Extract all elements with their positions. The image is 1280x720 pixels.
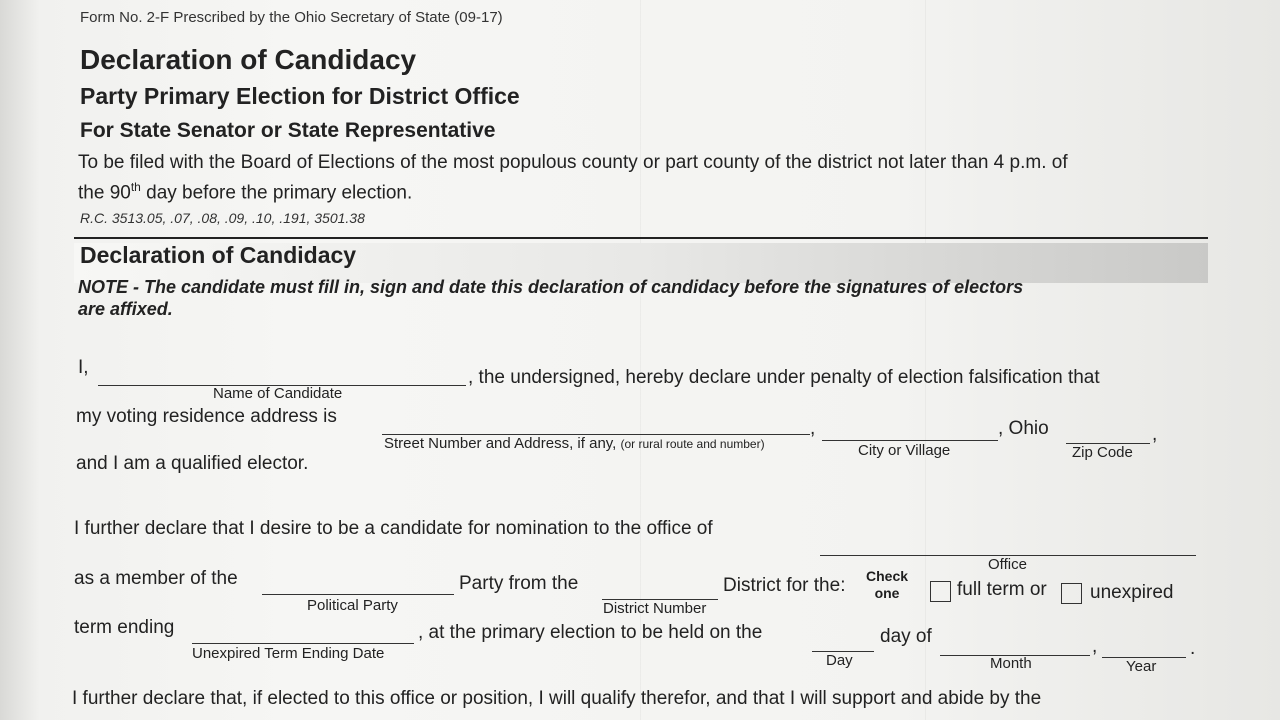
- comma: ,: [1152, 424, 1158, 445]
- section-divider: [74, 237, 1208, 239]
- member-of-label: as a member of the: [74, 568, 238, 589]
- further-declare-text: I further declare that I desire to be a candidate for nomination to the office of: [74, 518, 713, 539]
- further-declare-qualify-text: I further declare that, if elected to this office or position, I will qualify therefor, and that I will support and abide by the: [72, 688, 1042, 709]
- page-title: Declaration of Candidacy: [80, 44, 417, 75]
- street-caption: Street Number and Address, if any, (or rural route and number): [384, 435, 765, 452]
- city-caption: City or Village: [858, 442, 951, 459]
- bleed-through-line: [925, 0, 926, 720]
- full-term-label: full term or: [957, 579, 1047, 600]
- district-for-label: District for the:: [723, 575, 846, 596]
- day-caption: Day: [826, 652, 853, 669]
- office-type: For State Senator or State Representative: [80, 119, 496, 142]
- ohio-label: , Ohio: [998, 418, 1049, 439]
- month-caption: Month: [990, 655, 1032, 672]
- unexpired-term-checkbox[interactable]: [1061, 583, 1082, 604]
- qualified-elector-text: and I am a qualified elector.: [76, 453, 309, 474]
- undersigned-text: , the undersigned, hereby declare under penalty of election falsification that: [468, 367, 1100, 388]
- form-number: Form No. 2-F Prescribed by the Ohio Secretary of State (09-17): [80, 9, 503, 26]
- district-caption: District Number: [603, 600, 707, 617]
- year-caption: Year: [1126, 658, 1157, 675]
- section-note: NOTE - The candidate must fill in, sign and date this declaration of candidacy before the signatures of electors are affixed.: [78, 277, 1024, 319]
- check-one-label: Check one: [866, 568, 909, 601]
- city-field[interactable]: [822, 440, 998, 441]
- day-of-label: day of: [880, 626, 932, 647]
- comma: ,: [810, 418, 816, 439]
- page-subtitle: Party Primary Election for District Office: [80, 83, 520, 109]
- section-title: Declaration of Candidacy: [80, 242, 357, 268]
- unexpired-label: unexpired: [1090, 582, 1174, 603]
- comma: ,: [1092, 636, 1098, 657]
- candidate-name-caption: Name of Candidate: [213, 385, 343, 402]
- term-ending-label: term ending: [74, 617, 175, 638]
- period: .: [1190, 638, 1196, 659]
- i-label: I,: [78, 357, 89, 378]
- zip-caption: Zip Code: [1072, 444, 1133, 461]
- party-from-label: Party from the: [459, 573, 579, 594]
- primary-election-text: , at the primary election to be held on the: [418, 622, 763, 643]
- statute-references: R.C. 3513.05, .07, .08, .09, .10, .191, 3501.38: [80, 210, 365, 226]
- residence-label: my voting residence address is: [76, 406, 337, 427]
- filing-instructions-line1: To be filed with the Board of Elections of the most populous county or part county of the district not later than 4 p.m. of: [78, 152, 1068, 173]
- party-caption: Political Party: [307, 597, 398, 614]
- political-party-field[interactable]: [262, 594, 454, 595]
- full-term-checkbox[interactable]: [930, 581, 951, 602]
- term-ending-caption: Unexpired Term Ending Date: [192, 645, 385, 662]
- filing-instructions-line2: the 90th day before the primary election.: [78, 180, 413, 204]
- office-caption: Office: [988, 556, 1027, 573]
- term-ending-date-field[interactable]: [192, 643, 414, 644]
